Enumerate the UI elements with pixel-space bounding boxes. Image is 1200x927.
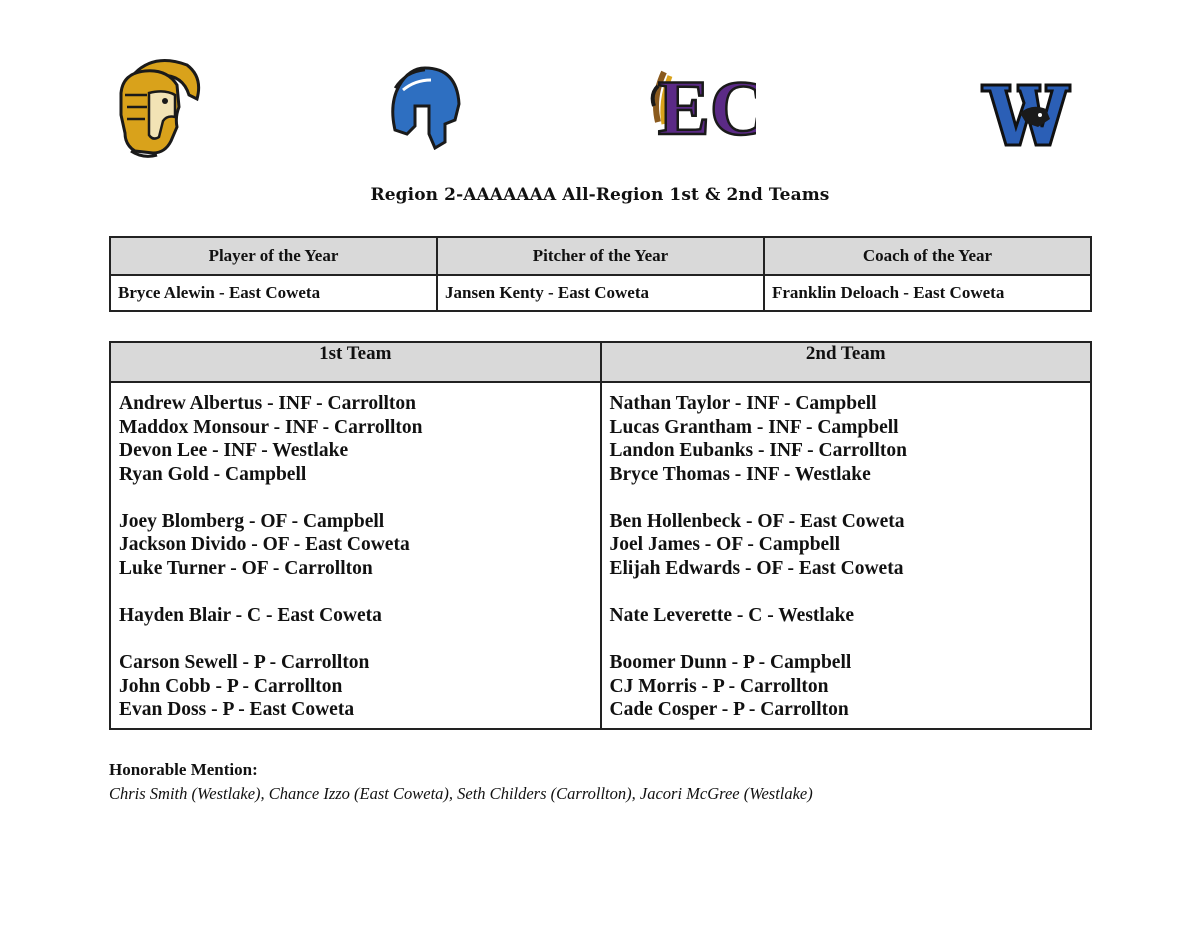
first-team-cell bbox=[110, 382, 601, 729]
award-value-player: Bryce Alewin - East Coweta bbox=[110, 275, 437, 311]
honorable-mention-text: Chris Smith (Westlake), Chance Izzo (East Coweta), Seth Childers (Carrollton), Jacori McGree (Westlake) bbox=[109, 784, 813, 803]
player-entry: John Cobb - P - Carrollton bbox=[119, 675, 343, 697]
player-entry: Nathan Taylor - INF - Campbell bbox=[609, 393, 877, 414]
award-value-coach: Franklin Deloach - East Coweta bbox=[764, 275, 1091, 311]
second-team-catchers bbox=[610, 604, 1091, 628]
player-entry: Lucas Grantham - INF - Campbell bbox=[609, 416, 899, 438]
teams-table bbox=[109, 341, 1092, 730]
second-team-outfielders bbox=[610, 510, 1091, 581]
player-entry: Andrew Albertus - INF - Carrollton bbox=[119, 393, 417, 414]
page-title: Region 2-AAAAAAA All-Region 1st & 2nd Teams bbox=[370, 185, 830, 205]
player-entry: Elijah Edwards - OF - East Coweta bbox=[609, 558, 904, 580]
player-entry: CJ Morris - P - Carrollton bbox=[609, 675, 829, 697]
player-entry: Hayden Blair - C - East Coweta bbox=[119, 605, 382, 627]
trojan-helmet-logo bbox=[105, 55, 205, 160]
player-entry: Jackson Divido - OF - East Coweta bbox=[119, 534, 410, 556]
first-team-pitchers bbox=[119, 651, 600, 722]
award-header-player: Player of the Year bbox=[110, 237, 437, 275]
player-entry: Ben Hollenbeck - OF - East Coweta bbox=[609, 510, 905, 532]
first-team-catchers bbox=[119, 604, 600, 628]
award-header-pitcher: Pitcher of the Year bbox=[437, 237, 764, 275]
westlake-w-logo bbox=[980, 83, 1072, 147]
player-entry: Devon Lee - INF - Westlake bbox=[119, 440, 349, 462]
second-team-header: 2nd Team bbox=[601, 342, 1092, 382]
player-entry: Carson Sewell - P - Carrollton bbox=[119, 652, 370, 674]
second-team-cell bbox=[601, 382, 1092, 729]
player-entry: Ryan Gold - Campbell bbox=[119, 463, 307, 485]
player-entry: Joel James - OF - Campbell bbox=[609, 534, 841, 556]
first-team-header: 1st Team bbox=[110, 342, 601, 382]
player-entry: Maddox Monsour - INF - Carrollton bbox=[119, 416, 423, 438]
player-entry: Luke Turner - OF - Carrollton bbox=[119, 558, 373, 580]
spartan-helmet-logo bbox=[385, 64, 465, 150]
first-team-outfielders bbox=[119, 510, 600, 581]
player-entry: Joey Blomberg - OF - Campbell bbox=[119, 510, 385, 532]
awards-table bbox=[109, 236, 1092, 312]
award-value-pitcher: Jansen Kenty - East Coweta bbox=[437, 275, 764, 311]
player-entry: Boomer Dunn - P - Campbell bbox=[609, 652, 852, 674]
award-header-coach: Coach of the Year bbox=[764, 237, 1091, 275]
player-entry: Bryce Thomas - INF - Westlake bbox=[609, 463, 871, 485]
honorable-mention-label: Honorable Mention: bbox=[109, 760, 258, 779]
player-entry: Evan Doss - P - East Coweta bbox=[119, 699, 355, 721]
player-entry: Nate Leverette - C - Westlake bbox=[609, 605, 855, 627]
second-team-pitchers bbox=[610, 651, 1091, 722]
player-entry: Cade Cosper - P - Carrollton bbox=[609, 699, 849, 721]
svg-text:EC: EC bbox=[657, 64, 756, 151]
east-coweta-ec-logo bbox=[650, 62, 756, 158]
second-team-infielders bbox=[610, 392, 1091, 486]
first-team-infielders bbox=[119, 392, 600, 486]
player-entry: Landon Eubanks - INF - Carrollton bbox=[609, 440, 907, 462]
